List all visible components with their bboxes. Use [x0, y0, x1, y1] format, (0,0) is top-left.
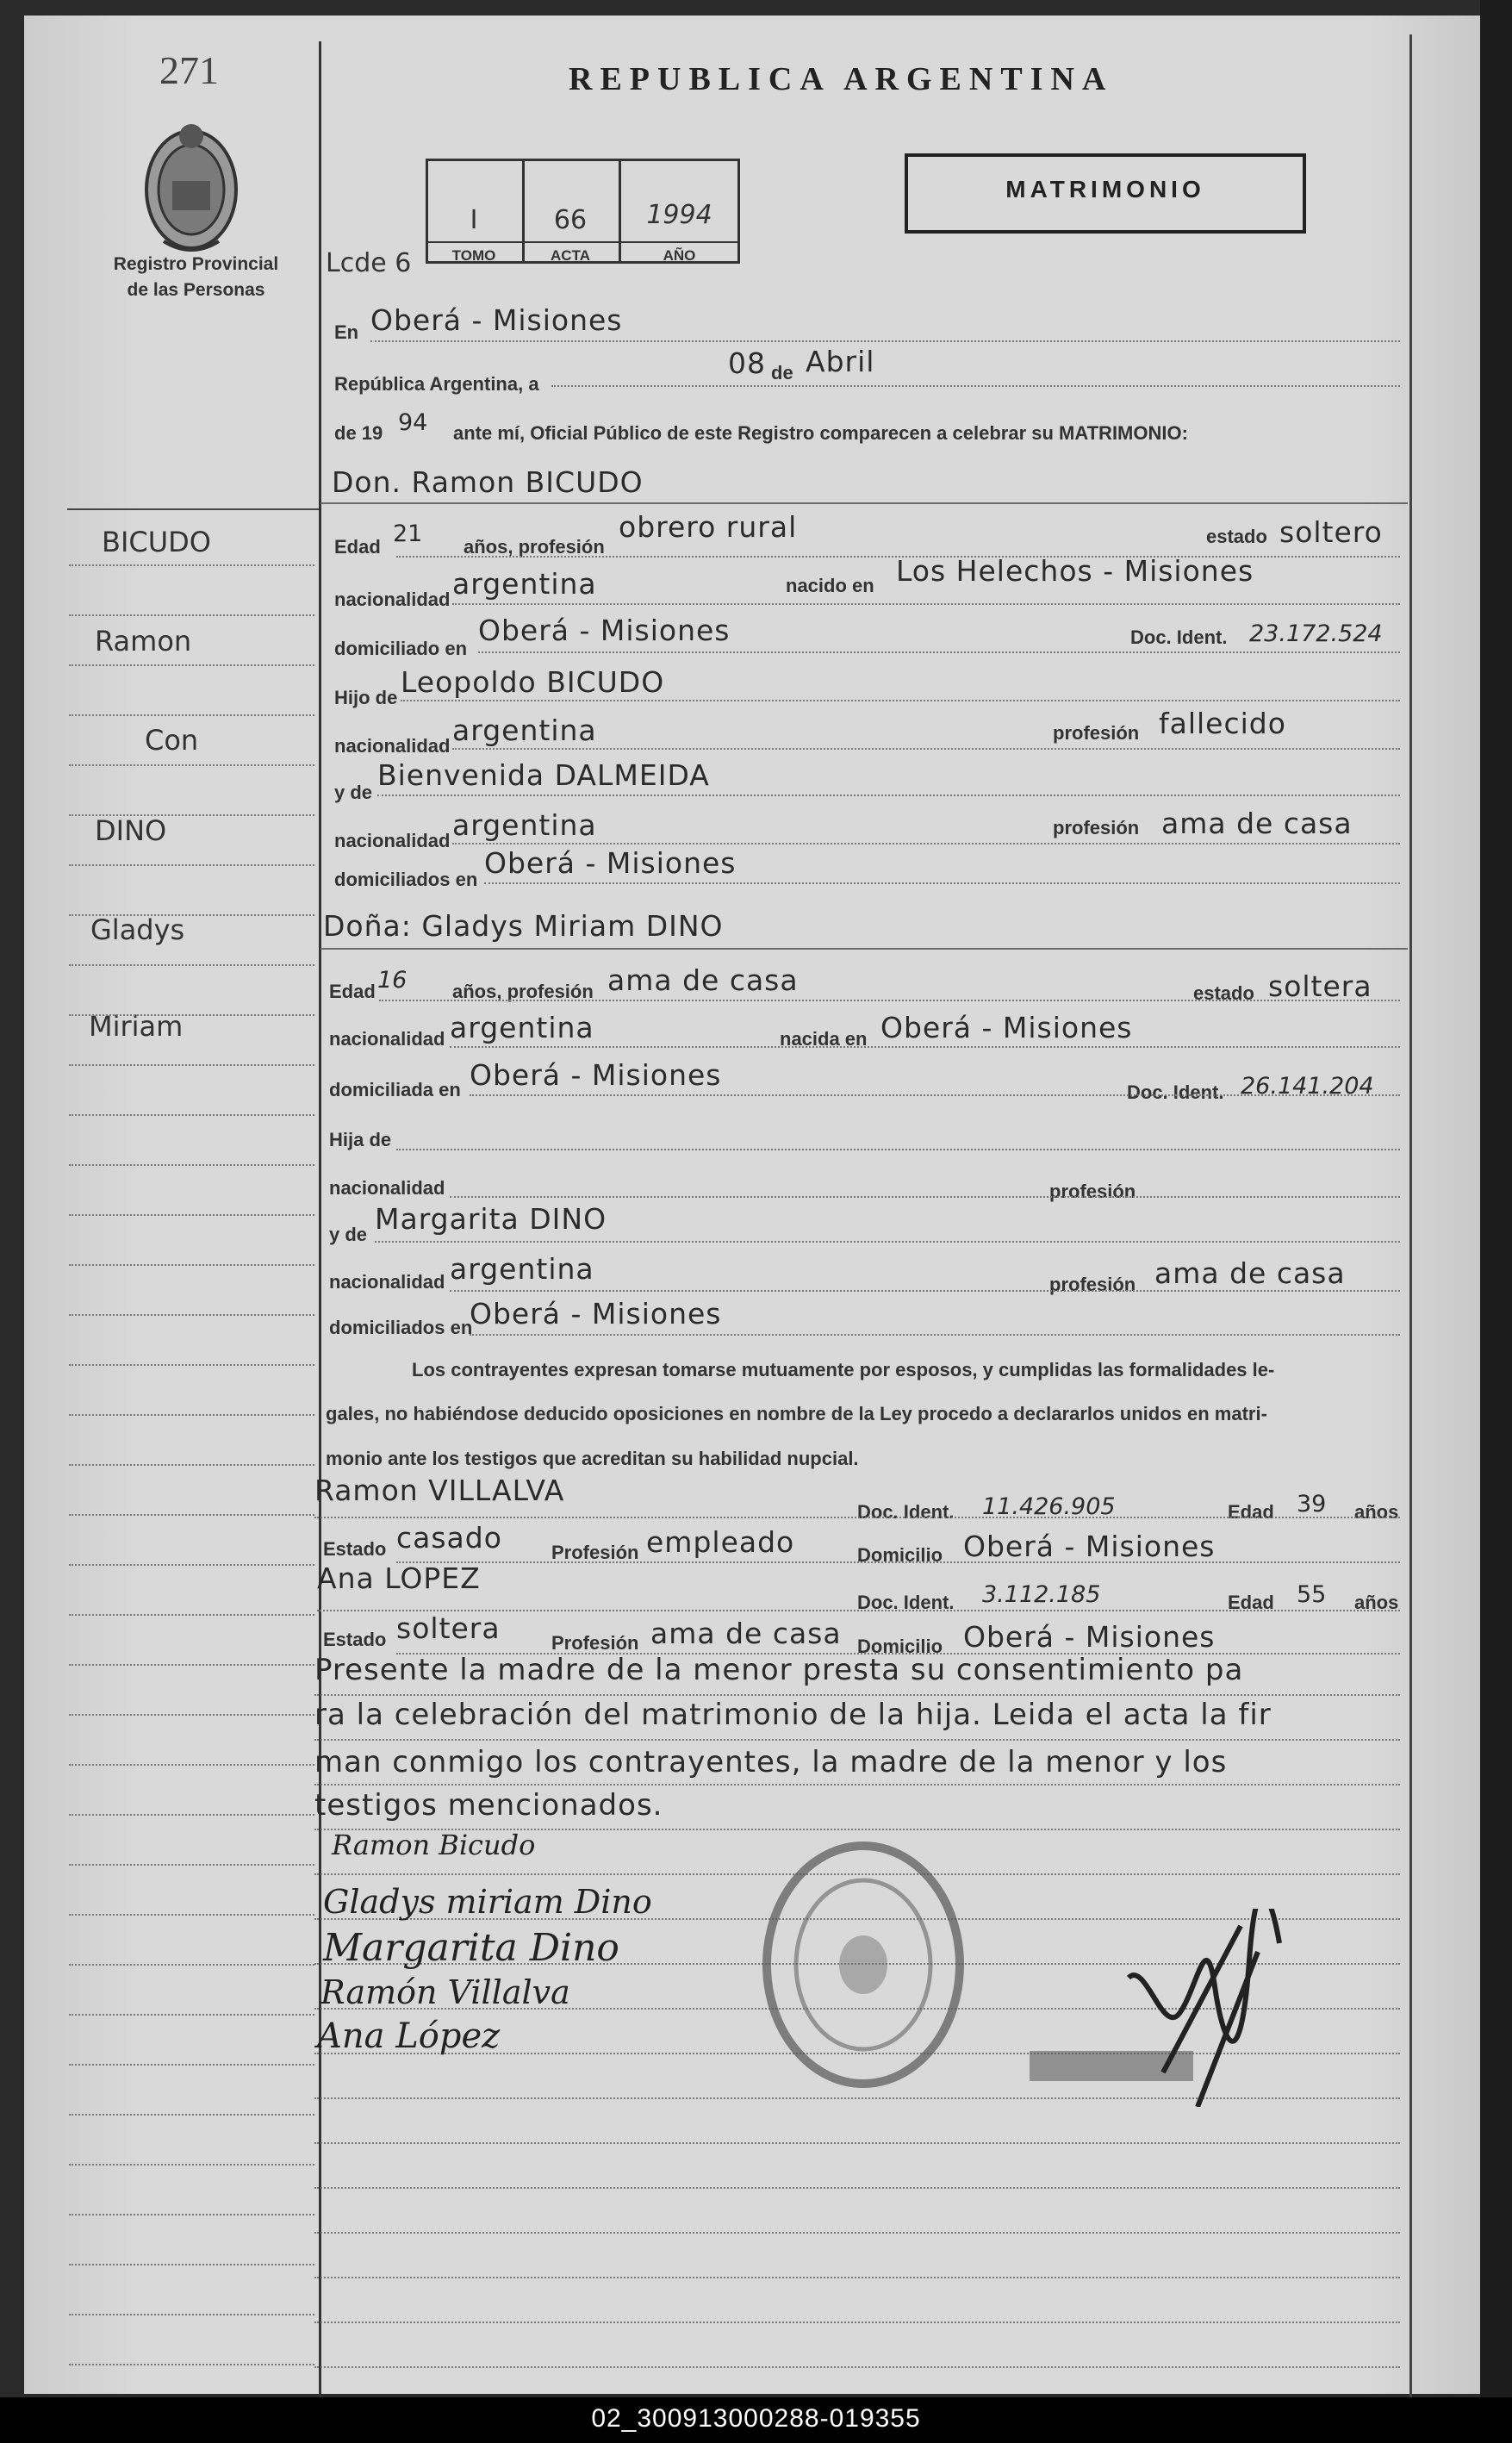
registry-box-divider [426, 241, 740, 243]
note-line3: man conmigo los contrayentes, la madre de la menor y los [314, 1745, 1228, 1779]
official-seal-icon [758, 1835, 969, 2094]
bride-name: Doña: Gladys Miriam DINO [323, 909, 724, 943]
margin-line [69, 1564, 314, 1566]
groom-mother-prof-label: profesión [1053, 817, 1140, 838]
margin-line [69, 1814, 314, 1816]
witness1-anos-label: años [1354, 1501, 1399, 1523]
margin-line [69, 1914, 314, 1916]
tomo-label: TOMO [451, 247, 496, 264]
groom-father-nac-label: nacionalidad [334, 735, 451, 757]
margin-line [69, 814, 314, 816]
bride-estado: soltera [1268, 969, 1372, 1003]
groom-estado: soltero [1279, 515, 1383, 549]
form-line [314, 2321, 1400, 2323]
margin-line [69, 1964, 314, 1966]
margin-line [69, 2214, 314, 2216]
margin-line [69, 564, 314, 566]
form-line [370, 340, 1400, 342]
tomo-value: I [470, 205, 478, 235]
witness2-prof-label: Profesión [551, 1632, 639, 1654]
margin-line [69, 1164, 314, 1166]
bride-parents-dom-label: domiciliados en [329, 1317, 473, 1338]
bride-hija-label: Hija de [329, 1129, 392, 1150]
margin-line [69, 1664, 314, 1666]
groom-birthplace: Los Helechos - Misiones [896, 554, 1254, 588]
margin-line [69, 1514, 314, 1516]
groom-mother-nationality: argentina [452, 808, 597, 842]
bride-age: 16 [377, 967, 408, 994]
margin-line [69, 2314, 314, 2315]
margin-line [69, 1014, 314, 1016]
form-line [450, 1046, 1400, 1048]
bride-nationality: argentina [450, 1011, 594, 1044]
form-line [314, 2232, 1400, 2234]
witness2-doc: 3.112.185 [982, 1581, 1101, 1608]
bride-yde-label: y de [329, 1224, 368, 1245]
signature-bride: Gladys miriam Dino [323, 1883, 652, 1921]
signature-groom: Ramon Bicudo [332, 1829, 536, 1861]
doc-type-label: MATRIMONIO [1005, 176, 1205, 203]
witness2-age: 55 [1297, 1581, 1327, 1608]
groom-nationality: argentina [452, 567, 597, 601]
day-value: 08 [728, 346, 766, 380]
groom-father-prof-label: profesión [1053, 722, 1140, 744]
margin-line [69, 1064, 314, 1066]
bride-mother-prof-label: profesión [1049, 1274, 1136, 1295]
margin-line [69, 1114, 314, 1116]
country-header: REPUBLICA ARGENTINA [569, 61, 1114, 97]
form-line [396, 1561, 1400, 1563]
de-label: de [771, 362, 793, 383]
groom-nacido-label: nacido en [786, 575, 874, 596]
groom-name: Don. Ramon BICUDO [332, 465, 644, 499]
form-line [314, 1739, 1400, 1741]
margin-line [69, 2264, 314, 2265]
groom-edad-label: Edad [334, 536, 381, 558]
form-line [314, 1784, 1400, 1786]
witness2-edad-label: Edad [1228, 1592, 1274, 1613]
groom-doc-label: Doc. Ident. [1130, 626, 1228, 648]
margin-firstname-bride: Gladys [90, 913, 185, 946]
note-line1: Presente la madre de la menor presta su consentimiento pa [314, 1653, 1244, 1687]
witness1-domicile: Oberá - Misiones [963, 1530, 1216, 1563]
bride-mother-nationality: argentina [450, 1252, 594, 1286]
margin-line [69, 2164, 314, 2166]
form-line [396, 1149, 1400, 1150]
book-spine [1480, 0, 1512, 2443]
registry-label-line1: Registro Provincial [113, 254, 279, 274]
note-line2: ra la celebración del matrimonio de la hija. Leida el acta la fir [314, 1698, 1272, 1732]
witness1-profession: empleado [646, 1525, 795, 1559]
month-value: Abril [806, 345, 875, 378]
margin-line [69, 1214, 314, 1216]
margin-firstname-groom: Ramon [95, 625, 192, 657]
form-line [314, 2366, 1400, 2368]
witness2-domicile: Oberá - Misiones [963, 1620, 1216, 1654]
margin-line [69, 2114, 314, 2116]
bride-nacionalidad-label: nacionalidad [329, 1028, 445, 1050]
form-line [452, 603, 1400, 605]
registry-label-line2: de las Personas [127, 280, 265, 300]
form-line [452, 748, 1400, 750]
margin-middlename-bride: Miriam [89, 1010, 184, 1043]
bride-birthplace: Oberá - Misiones [880, 1011, 1133, 1044]
image-caption: 02_300913000288-019355 [591, 2404, 921, 2433]
margin-line [69, 964, 314, 966]
bride-doc: 26.141.204 [1241, 1073, 1374, 1100]
witness1-age: 39 [1297, 1491, 1327, 1518]
margin-line [69, 1314, 314, 1316]
witness1-edad-label: Edad [1228, 1501, 1274, 1523]
form-line [314, 2187, 1400, 2189]
groom-age: 21 [393, 520, 423, 547]
libro-note: Lcde 6 [326, 248, 412, 278]
section-rule [320, 948, 1408, 950]
signature-witness1: Ramón Villalva [320, 1973, 570, 2011]
witness2-profession: ama de casa [650, 1617, 842, 1650]
margin-line [69, 1614, 314, 1616]
witness1-doc: 11.426.905 [982, 1493, 1116, 1520]
groom-father-nationality: argentina [452, 714, 597, 747]
margin-line [69, 2014, 314, 2016]
groom-mother: Bienvenida DALMEIDA [377, 758, 710, 792]
form-line [314, 2142, 1400, 2144]
groom-doc: 23.172.524 [1249, 620, 1383, 647]
republica-label: República Argentina, a [334, 373, 539, 395]
acta-label: ACTA [551, 247, 590, 264]
registry-label [86, 252, 306, 303]
bride-profession: ama de casa [607, 963, 799, 997]
witness2-doc-label: Doc. Ident. [857, 1592, 955, 1613]
form-line [551, 385, 1400, 387]
bride-parents-domicile: Oberá - Misiones [470, 1297, 722, 1331]
year-suffix-value: 94 [398, 409, 428, 436]
margin-line [69, 614, 314, 616]
groom-parents-domicile: Oberá - Misiones [484, 846, 737, 880]
witness2-anos-label: años [1354, 1592, 1399, 1613]
margin-line [69, 864, 314, 866]
form-line [314, 2277, 1400, 2278]
margin-line [69, 2364, 314, 2365]
margin-line [69, 1414, 314, 1416]
witness1-prof-label: Profesión [551, 1542, 639, 1563]
folio-number: 271 [159, 48, 219, 92]
witness2-estado-label: Estado [323, 1629, 387, 1650]
witness1-doc-label: Doc. Ident. [857, 1501, 955, 1523]
margin-line [69, 714, 314, 716]
coat-of-arms-icon [138, 112, 246, 254]
witness2-name: Ana LOPEZ [317, 1561, 481, 1595]
form-line [484, 882, 1400, 884]
declaration-line2: gales, no habiéndose deducido oposiciones en nombre de la Ley procedo a declararlos unidos en matri- [326, 1403, 1267, 1424]
year-prefix-label: de 19 [334, 422, 383, 444]
bride-mother-nac-label: nacionalidad [329, 1271, 445, 1293]
margin-rule [67, 508, 319, 510]
form-line [314, 1517, 1400, 1518]
declaration-line3: monio ante los testigos que acreditan su habilidad nupcial. [326, 1448, 859, 1469]
bride-doc-label: Doc. Ident. [1127, 1081, 1224, 1103]
form-line [375, 1241, 1400, 1243]
signature-mother: Margarita Dino [323, 1926, 619, 1970]
right-border [1409, 34, 1412, 2400]
bride-domicilio-label: domiciliada en [329, 1079, 461, 1100]
anio-value: 1994 [646, 200, 712, 230]
groom-parents-dom-label: domiciliados en [334, 869, 478, 890]
margin-surname-bride: DINO [95, 814, 167, 847]
acta-value: 66 [553, 205, 588, 235]
margin-line [69, 1464, 314, 1466]
margin-line [69, 914, 314, 916]
place-value: Oberá - Misiones [370, 303, 623, 337]
groom-profession: obrero rural [619, 510, 798, 544]
groom-estado-label: estado [1206, 526, 1267, 547]
margin-line [69, 1364, 314, 1366]
groom-father: Leopoldo BICUDO [401, 665, 665, 699]
margin-line [69, 1764, 314, 1766]
form-line [452, 843, 1400, 844]
witness1-dom-label: Domicilio [857, 1544, 943, 1566]
form-line [377, 795, 1400, 796]
witness1-name: Ramon VILLALVA [314, 1474, 565, 1507]
note-line4: testigos mencionados. [314, 1788, 663, 1823]
bride-estado-label: estado [1193, 982, 1254, 1004]
groom-nacionalidad-label: nacionalidad [334, 589, 451, 610]
declaration-line1: Los contrayentes expresan tomarse mutuamente por esposos, y cumplidas las formalidades le- [412, 1359, 1275, 1380]
groom-father-profession: fallecido [1159, 707, 1286, 740]
officer-signature-icon [1111, 1909, 1292, 2107]
form-line [379, 1000, 1400, 1001]
margin-line [69, 2064, 314, 2066]
margin-line [69, 1264, 314, 1266]
bride-domicile: Oberá - Misiones [470, 1058, 722, 1092]
groom-mother-nac-label: nacionalidad [334, 830, 451, 851]
form-line [470, 1334, 1400, 1336]
margin-line [69, 1864, 314, 1866]
anio-label: AÑO [663, 247, 696, 264]
groom-profesion-label: años, profesión [464, 536, 605, 558]
form-line [401, 700, 1400, 701]
bride-nacida-label: nacida en [780, 1028, 868, 1050]
groom-domicile: Oberá - Misiones [478, 614, 731, 647]
margin-line [69, 1714, 314, 1716]
witness2-estado: soltera [396, 1611, 501, 1645]
margin-line [69, 664, 314, 666]
groom-mother-profession: ama de casa [1161, 807, 1353, 840]
form-line [478, 651, 1400, 653]
groom-hijo-label: Hijo de [334, 687, 398, 708]
margin-line [69, 764, 314, 766]
witness2-dom-label: Domicilio [857, 1636, 943, 1657]
bride-father-prof-label: profesión [1049, 1181, 1136, 1202]
witness1-estado: casado [396, 1521, 502, 1555]
margin-connector: Con [145, 724, 199, 757]
bride-profesion-label: años, profesión [452, 981, 594, 1002]
witness1-estado-label: Estado [323, 1538, 387, 1560]
form-line [450, 1196, 1400, 1198]
en-label: En [334, 321, 359, 343]
form-line [450, 1290, 1400, 1292]
margin-surname-groom: BICUDO [102, 526, 211, 558]
section-rule [320, 502, 1408, 504]
statement-text: ante mí, Oficial Público de este Registro comparecen a celebrar su MATRIMONIO: [453, 422, 1188, 444]
bride-mother-profession: ama de casa [1154, 1256, 1346, 1290]
groom-yde-label: y de [334, 782, 373, 803]
form-line [470, 1094, 1400, 1096]
bride-edad-label: Edad [329, 981, 376, 1002]
form-line [314, 1694, 1400, 1696]
signature-witness2: Ana López [317, 2016, 501, 2056]
bride-mother: Margarita DINO [375, 1202, 607, 1236]
groom-domicilio-label: domiciliado en [334, 638, 468, 659]
bride-father-nac-label: nacionalidad [329, 1177, 445, 1199]
